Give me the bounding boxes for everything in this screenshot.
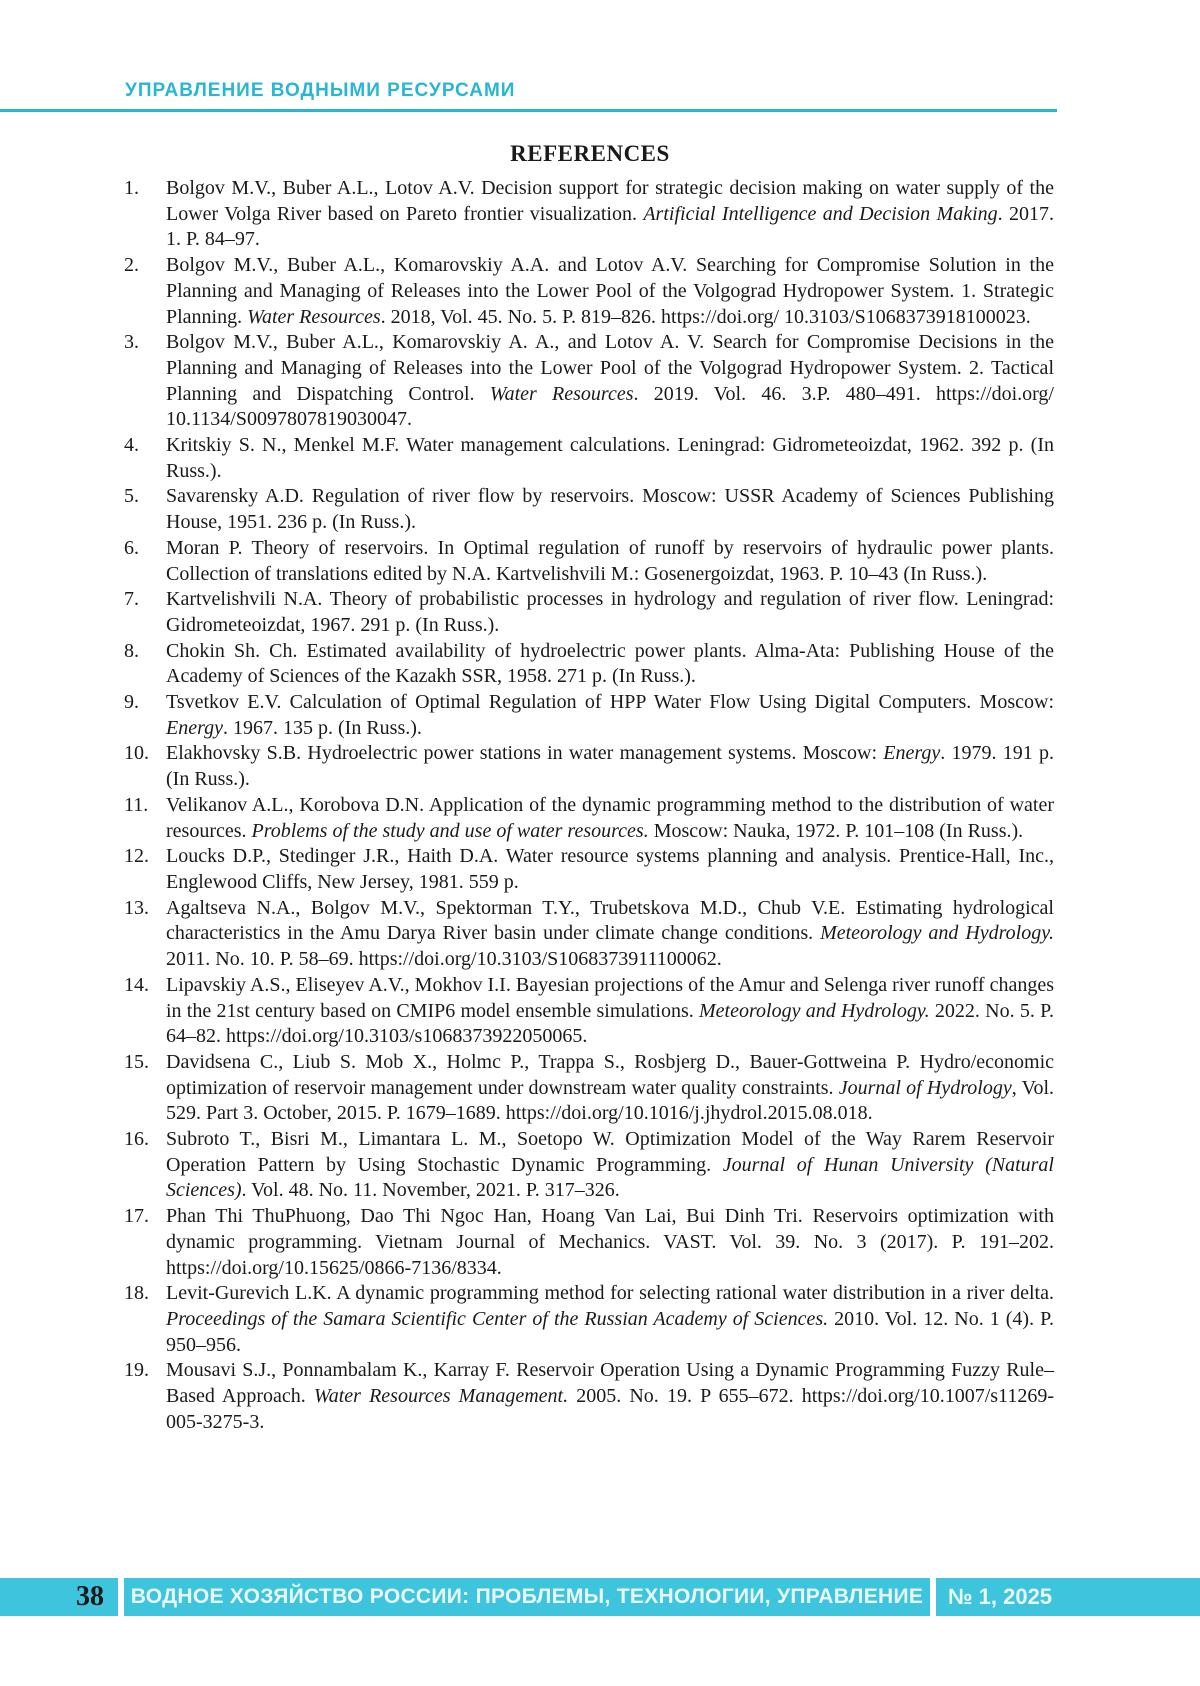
- reference-text: [166, 1204, 1054, 1281]
- reference-item: [124, 1358, 1054, 1435]
- reference-number: 14.: [124, 973, 149, 996]
- reference-text: [166, 484, 1054, 535]
- reference-text-segment: Agaltseva N.A., Bolgov M.V., Spektorman T.Y., Trubetskova M.D., Chub V.E. Estimating hydrological characteristics in the Amu Darya River basin under climate change conditions.: [166, 896, 1054, 945]
- reference-source-title: Journal of Hunan University (Natural Sciences): [166, 1153, 1054, 1202]
- reference-text-segment: . 2017. 1. P. 84–97.: [166, 202, 1054, 251]
- reference-item: [124, 330, 1054, 433]
- reference-text: [166, 1281, 1054, 1358]
- reference-item: [124, 1127, 1054, 1204]
- reference-item: [124, 484, 1054, 535]
- reference-text-segment: Levit-Gurevich L.K. A dynamic programming method for selecting rational water distribution in a river delta.: [166, 1282, 1054, 1305]
- reference-number: 10.: [124, 742, 149, 765]
- reference-text: [166, 844, 1054, 895]
- page-footer: [0, 1578, 1200, 1616]
- reference-number: 4.: [124, 434, 139, 457]
- reference-text-segment: , Vol. 529. Part 3. October, 2015. P. 1679–1689. https://doi.org/10.1016/j.jhydrol.2015.08.018.: [166, 1076, 1054, 1125]
- reference-source-title: Problems of the study and use of water resources.: [251, 819, 649, 842]
- reference-text: [166, 1358, 1054, 1435]
- issue-number: № 1, 2025: [936, 1578, 1200, 1616]
- reference-source-title: Water Resources Management.: [313, 1385, 569, 1408]
- reference-text-segment: Kartvelishvili N.A. Theory of probabilistic processes in hydrology and regulation of river flow. Leningrad: Gidrometeoizdat, 1967. 291 p. (In Russ.).: [166, 588, 1054, 636]
- reference-number: 9.: [124, 691, 139, 714]
- reference-source-title: Proceedings of the Samara Scientific Center of the Russian Academy of Sciences.: [166, 1307, 829, 1330]
- reference-source-title: Meteorology and Hydrology.: [699, 999, 930, 1022]
- reference-text: [166, 536, 1054, 587]
- reference-text-segment: Bolgov M.V., Buber A.L., Komarovskiy A. A., and Lotov A. V. Search for Compromise Decisions in the Planning and Managing of Releases into the Lower Pool of the Volgograd Hydropower System. 2. Tactical Planning and Dispatching Control.: [166, 331, 1054, 405]
- reference-text-segment: . 2019. Vol. 46. 3.P. 480–491. https://doi.org/ 10.1134/S0097807819030047.: [166, 382, 1054, 431]
- reference-text-segment: Tsvetkov E.V. Calculation of Optimal Regulation of HPP Water Flow Using Digital Computers. Moscow:: [166, 691, 1054, 714]
- reference-text: [166, 690, 1054, 741]
- reference-item: [124, 1204, 1054, 1281]
- reference-item: [124, 639, 1054, 690]
- reference-text: [166, 639, 1054, 690]
- reference-text: [166, 330, 1054, 433]
- reference-text-segment: 2010. Vol. 12. No. 1 (4). P. 950–956.: [166, 1307, 1054, 1356]
- reference-text-segment: Davidsena C., Liub S. Mob X., Holmc P., Trappa S., Rosbjerg D., Bauer-Gottweina P. Hydro/economic optimization of reservoir management under downstream water quality constraints.: [166, 1050, 1054, 1099]
- reference-number: 16.: [124, 1128, 149, 1151]
- reference-source-title: Water Resources: [247, 305, 381, 328]
- page-number: 38: [0, 1578, 118, 1616]
- reference-text-segment: Phan Thi ThuPhuong, Dao Thi Ngoc Han, Hoang Van Lai, Bui Dinh Tri. Reservoirs optimization with dynamic programming. Vietnam Journal of Mechanics. VAST. Vol. 39. No. 3 (2017). P. 191–202. https://doi.org/10.15625/0866-7136/8334.: [166, 1205, 1054, 1279]
- reference-item: [124, 793, 1054, 844]
- reference-number: 11.: [124, 793, 149, 816]
- reference-number: 13.: [124, 896, 149, 919]
- reference-item: [124, 253, 1054, 330]
- reference-text-segment: Subroto T., Bisri M., Limantara L. M., Soetopo W. Optimization Model of the Way Rarem Reservoir Operation Pattern by Using Stochastic Dynamic Programming.: [166, 1128, 1054, 1176]
- reference-text-segment: Velikanov A.L., Korobova D.N. Application of the dynamic programming method to the distribution of water resources.: [166, 793, 1054, 842]
- reference-text: [166, 433, 1054, 484]
- reference-source-title: Artificial Intelligence and Decision Making: [643, 202, 998, 225]
- reference-item: [124, 844, 1054, 895]
- reference-number: 3.: [124, 331, 139, 354]
- reference-number: 18.: [124, 1282, 149, 1305]
- reference-number: 7.: [124, 588, 139, 611]
- reference-number: 15.: [124, 1050, 149, 1073]
- reference-item: [124, 433, 1054, 484]
- reference-text: [166, 253, 1054, 330]
- running-header: УПРАВЛЕНИЕ ВОДНЫМИ РЕСУРСАМИ: [125, 80, 516, 101]
- reference-text: [166, 176, 1054, 253]
- reference-text-segment: Moscow: Nauka, 1972. P. 101–108 (In Russ.).: [648, 819, 1024, 842]
- reference-item: [124, 176, 1054, 253]
- reference-number: 5.: [124, 485, 139, 508]
- reference-text: [166, 793, 1054, 844]
- reference-text-segment: Savarensky A.D. Regulation of river flow by reservoirs. Moscow: USSR Academy of Sciences Publishing House, 1951. 236 p. (In Russ.).: [166, 485, 1054, 534]
- reference-item: [124, 896, 1054, 973]
- reference-text-segment: Mousavi S.J., Ponnambalam K., Karray F. Reservoir Operation Using a Dynamic Programming Fuzzy Rule–Based Approach.: [166, 1359, 1054, 1408]
- reference-text-segment: . Vol. 48. No. 11. November, 2021. P. 317–326.: [241, 1179, 620, 1202]
- journal-title: ВОДНОЕ ХОЗЯЙСТВО РОССИИ: ПРОБЛЕМЫ, ТЕХНОЛОГИИ, УПРАВЛЕНИЕ: [124, 1578, 930, 1616]
- reference-item: [124, 1281, 1054, 1358]
- reference-number: 1.: [124, 177, 139, 199]
- reference-text-segment: Elakhovsky S.B. Hydroelectric power stations in water management systems. Moscow:: [166, 742, 884, 765]
- reference-item: [124, 690, 1054, 741]
- reference-text: [166, 973, 1054, 1050]
- reference-text-segment: Bolgov M.V., Buber A.L., Komarovskiy A.A. and Lotov A.V. Searching for Compromise Solution in the Planning and Managing of Releases into the Lower Pool of the Volgograd Hydropower System. 1. Strategic Planning.: [166, 254, 1054, 328]
- reference-number: 19.: [124, 1359, 149, 1382]
- reference-text: [166, 1127, 1054, 1204]
- reference-number: 17.: [124, 1205, 149, 1228]
- reference-text-segment: 2022. No. 5. P. 64–82. https://doi.org/10.3103/s1068373922050065.: [166, 999, 1054, 1048]
- reference-source-title: Meteorology and Hydrology.: [820, 922, 1055, 945]
- reference-text: [166, 587, 1054, 638]
- reference-source-title: Journal of Hydrology: [838, 1076, 1012, 1099]
- reference-text-segment: . 2018, Vol. 45. No. 5. P. 819–826. https://doi.org/ 10.3103/S1068373918100023.: [380, 305, 1031, 328]
- reference-text-segment: Kritskiy S. N., Menkel M.F. Water management calculations. Leningrad: Gidrometeoizdat, 1962. 392 p. (In Russ.).: [166, 434, 1054, 482]
- reference-source-title: Energy: [166, 716, 224, 739]
- reference-source-title: Water Resources: [489, 382, 634, 405]
- reference-item: [124, 973, 1054, 1050]
- references-list: [124, 176, 1054, 1435]
- reference-text-segment: Lipavskiy A.S., Eliseyev A.V., Mokhov I.I. Bayesian projections of the Amur and Selenga river runoff changes in the 21st century based on CMIP6 model ensemble simulations.: [166, 973, 1054, 1022]
- reference-item: [124, 1050, 1054, 1127]
- reference-item: [124, 536, 1054, 587]
- reference-text-segment: . 1979. 191 p. (In Russ.).: [166, 742, 1054, 791]
- reference-text: [166, 741, 1054, 792]
- reference-text: [166, 896, 1054, 973]
- reference-number: 8.: [124, 639, 139, 662]
- reference-item: [124, 587, 1054, 638]
- reference-source-title: Energy: [883, 742, 941, 765]
- reference-number: 2.: [124, 254, 139, 277]
- header-rule: [0, 109, 1057, 112]
- reference-number: 6.: [124, 536, 139, 559]
- reference-text-segment: Loucks D.P., Stedinger J.R., Haith D.A. Water resource systems planning and analysis. Prentice-Hall, Inc., Englewood Cliffs, New Jersey, 1981. 559 p.: [166, 845, 1054, 893]
- references-title: REFERENCES: [510, 141, 670, 166]
- reference-text-segment: 2005. No. 19. P 655–672. https://doi.org/10.1007/s11269-005-3275-3.: [166, 1385, 1054, 1433]
- reference-text-segment: Bolgov M.V., Buber A.L., Lotov A.V. Decision support for strategic decision making on water supply of the Lower Volga River based on Pareto frontier visualization.: [166, 177, 1054, 225]
- reference-text-segment: Moran P. Theory of reservoirs. In Optimal regulation of runoff by reservoirs of hydraulic power plants. Collection of translations edited by N.A. Kartvelishvili M.: Gosenergoizdat, 1963. P. 10–43 (In Russ.).: [166, 536, 1054, 585]
- reference-number: 12.: [124, 845, 149, 868]
- reference-text-segment: . 1967. 135 p. (In Russ.).: [223, 716, 422, 739]
- reference-text-segment: Chokin Sh. Ch. Estimated availability of hydroelectric power plants. Alma-Ata: Publishing House of the Academy of Sciences of the Kazakh SSR, 1958. 271 p. (In Russ.).: [166, 639, 1054, 688]
- reference-text-segment: 2011. No. 10. P. 58–69. https://doi.org/10.3103/S1068373911100062.: [166, 948, 722, 971]
- reference-text: [166, 1050, 1054, 1127]
- reference-item: [124, 741, 1054, 792]
